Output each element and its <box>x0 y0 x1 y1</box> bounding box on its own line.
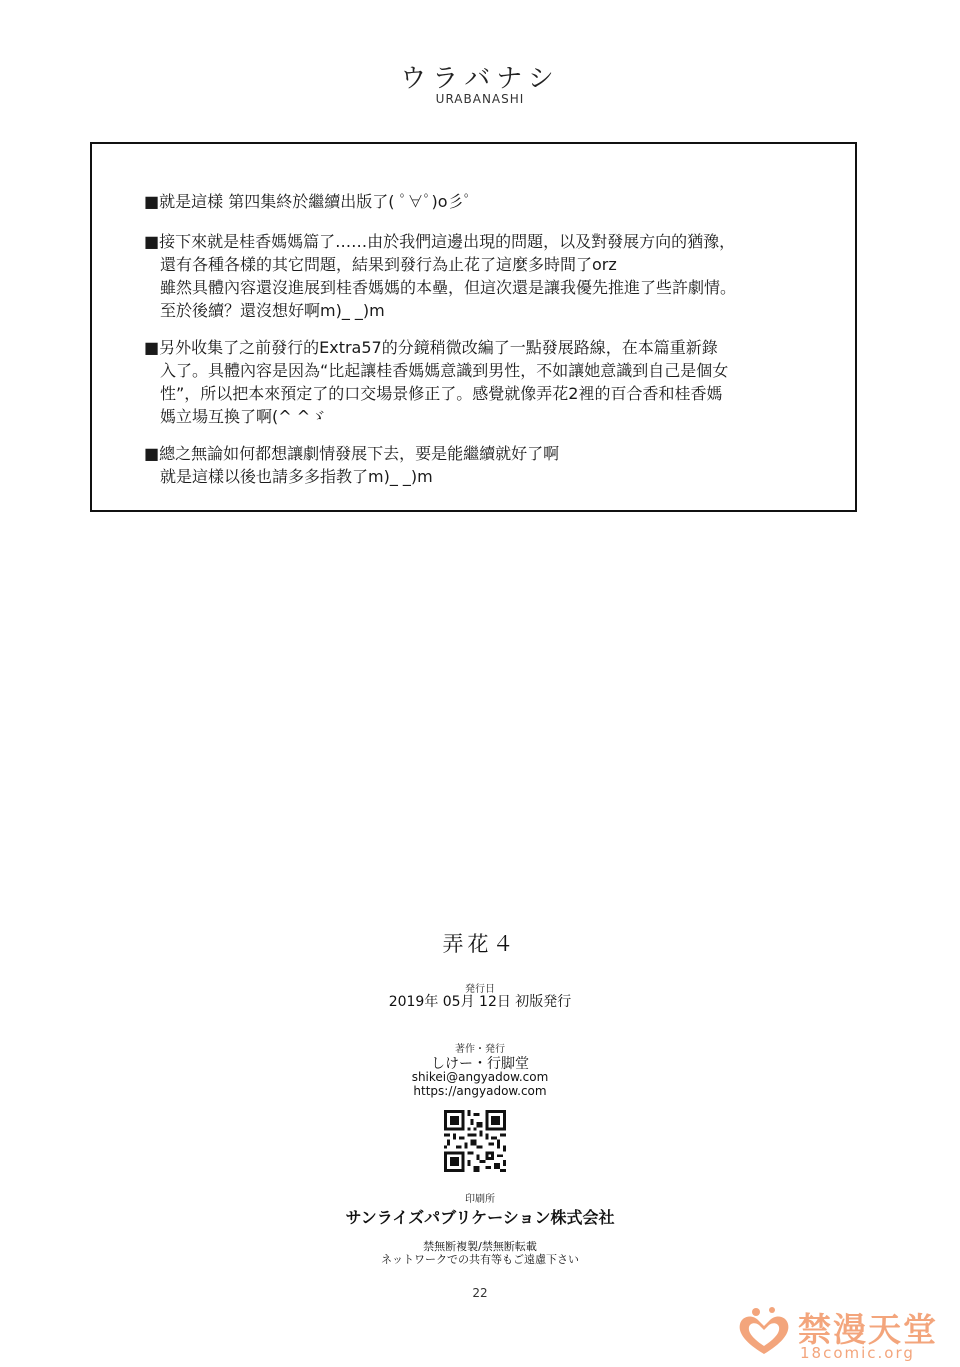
note-paragraph <box>144 336 824 428</box>
sharing-notice: ネットワークでの共有等もご遠慮下さい <box>381 1253 579 1266</box>
note-line: 性”，所以把本來預定了的口交場景修正了。感覺就像弄花2裡的百合香和桂香媽 <box>160 384 723 403</box>
printer-name: サンライズパブリケーション株式会社 <box>345 1208 615 1227</box>
note-paragraph <box>144 190 824 213</box>
note-line: 就是這樣以後也請多多指教了m)_ _)m <box>160 467 433 486</box>
qr-code-icon <box>444 1110 506 1172</box>
note-paragraph <box>144 230 824 322</box>
heart-logo-icon <box>734 1304 794 1360</box>
author-name: しけー・行脚堂 <box>431 1056 529 1072</box>
author-label: 著作・発行 <box>455 1044 505 1055</box>
author-url[interactable]: https://angyadow.com <box>413 1084 547 1098</box>
note-line: 入了。具體內容是因為“比起讓桂香媽媽意識到男性，不如讓她意識到自己是個女 <box>160 361 729 380</box>
note-line: 雖然具體內容還沒進展到桂香媽媽的本壘，但這次還是讓我優先推進了些許劇情。 <box>160 278 737 297</box>
afterword-title: ウラバナシ <box>400 64 560 94</box>
page-number: 22 <box>472 1286 488 1300</box>
note-line: ■接下來就是桂香媽媽篇了……由於我們這邊出現的問題，以及對發展方向的猶豫， <box>144 232 736 251</box>
note-line: 還有各種各樣的其它問題，結果到發行為止花了這麼多時間了orz <box>160 255 617 274</box>
note-line: 至於後續？還沒想好啊m)_ _)m <box>160 301 385 320</box>
note-paragraph <box>144 442 824 488</box>
note-line: 媽立場互換了啊(^ ^ゞ <box>160 407 327 426</box>
site-watermark <box>734 1300 948 1364</box>
note-line: ■就是這樣 第四集終於繼續出版了( ﾟ∀ﾟ)o彡ﾟ <box>144 192 472 211</box>
issue-date: 2019年 05月 12日 初版発行 <box>388 994 572 1010</box>
watermark-text: 禁漫天堂 <box>798 1310 938 1349</box>
note-line: ■總之無論如何都想讓劇情發展下去，要是能繼續就好了啊 <box>144 444 560 463</box>
printer-label: 印刷所 <box>465 1194 495 1205</box>
author-email[interactable]: shikei@angyadow.com <box>411 1070 549 1084</box>
note-line: ■另外收集了之前發行的Extra57的分鏡稍微改編了一點發展路線，在本篇重新錄 <box>144 338 718 357</box>
rights-notice: 禁無断複製/禁無断転載 <box>423 1240 537 1253</box>
afterword-subtitle: URABANASHI <box>435 92 525 106</box>
book-title: 弄花４ <box>442 932 518 956</box>
afterword-box <box>90 142 857 512</box>
issue-date-label: 発行日 <box>465 984 495 995</box>
watermark-url: 18comic.org <box>800 1344 915 1362</box>
